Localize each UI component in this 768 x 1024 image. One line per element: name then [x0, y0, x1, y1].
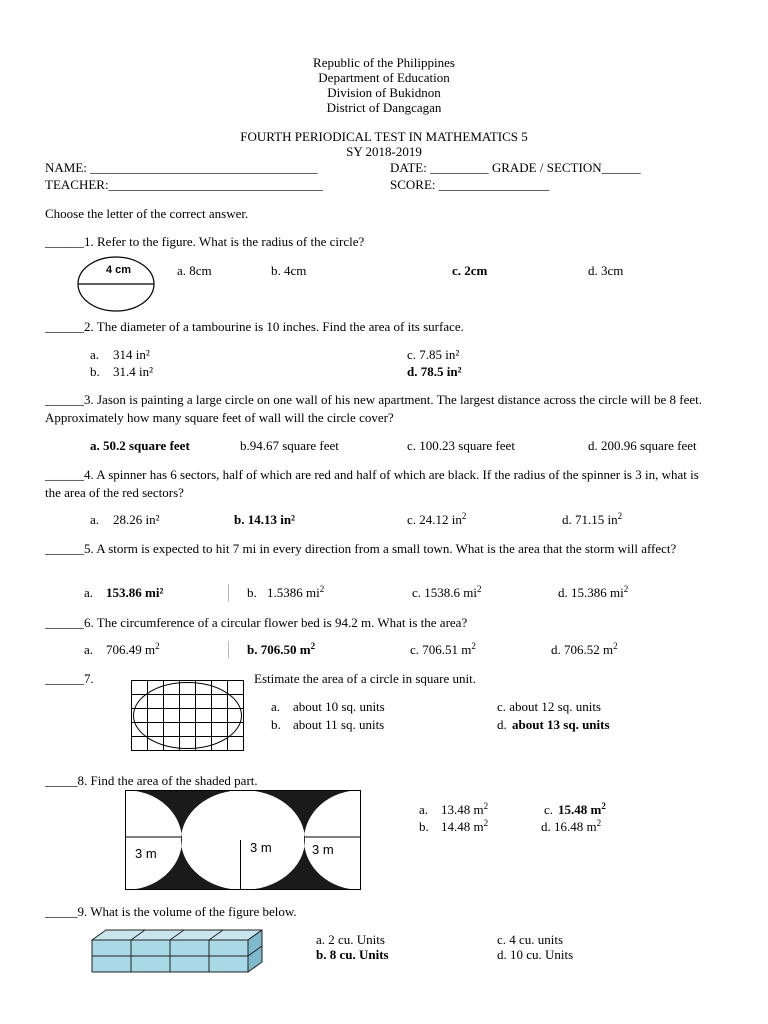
test-title: FOURTH PERIODICAL TEST IN MATHEMATICS 5 — [240, 129, 528, 144]
q5-option-d[interactable]: d. 15.386 $mi^2$ — [558, 584, 629, 600]
score-field[interactable]: SCORE: _________________ — [390, 177, 550, 192]
q4-option-c-exponent: 2 — [461, 511, 467, 521]
q5-option-a[interactable]: 153.86 mi² — [106, 585, 164, 600]
q5-option-b-exponent: 2 — [319, 584, 325, 594]
q9-option-a[interactable]: a. 2 cu. Units — [316, 932, 385, 947]
q8-option-a-exponent: 2 — [483, 801, 489, 811]
question-1-text: ______1. Refer to the figure. What is the radius of the circle? — [45, 234, 365, 249]
q7-option-b[interactable]: about 11 sq. units — [293, 717, 385, 732]
q7-option-a[interactable]: about 10 sq. units — [293, 699, 385, 714]
q3-option-b[interactable]: b.94.67 square feet — [240, 438, 339, 453]
q2-option-a[interactable]: 314 in² — [113, 347, 150, 362]
q8-label-center: 3 m — [250, 840, 272, 855]
q2-option-b-letter: b. — [90, 364, 100, 379]
q7-option-a-letter: a. — [271, 699, 281, 714]
question-2-text: ______2. The diameter of a tambourine is 10 inches. Find the area of its surface. — [45, 319, 464, 334]
q6-option-c-exponent: 2 — [471, 641, 476, 651]
header-division: Division of Bukidnon — [327, 85, 441, 100]
instructions: Choose the letter of the correct answer. — [45, 206, 249, 221]
q4-option-b[interactable]: b. 14.13 in² — [234, 512, 295, 527]
q8-option-b-letter: b. — [419, 819, 429, 834]
q7-option-c[interactable]: c. about 12 sq. units — [497, 699, 601, 714]
q6-option-a-exponent: 2 — [155, 641, 160, 651]
q1-option-c[interactable]: c. 2cm — [452, 263, 488, 278]
q8-option-c-letter: c. — [544, 802, 554, 817]
q4-option-c[interactable]: c. 24.12 $in^2$ — [407, 511, 467, 527]
q7-option-d[interactable]: about 13 sq. units — [512, 717, 610, 732]
q8-option-c[interactable]: 15.48 $m^2$ — [558, 801, 606, 817]
q3-option-d[interactable]: d. 200.96 square feet — [588, 438, 697, 453]
question-7-text: Estimate the area of a circle in square unit. — [254, 671, 476, 686]
q7-option-b-letter: b. — [271, 717, 281, 732]
q6-option-c[interactable]: c. 706.51 $m^2$ — [410, 641, 476, 657]
q6-option-b-exponent: 2 — [310, 641, 316, 651]
q3-option-a[interactable]: a. 50.2 square feet — [90, 438, 190, 453]
q5-divider — [228, 584, 229, 602]
q5-option-b[interactable]: 1.5386 $mi^2$ — [267, 584, 325, 600]
q1-option-a[interactable]: a. 8cm — [177, 263, 212, 278]
q2-option-c[interactable]: c. 7.85 in² — [407, 347, 460, 362]
q8-option-d[interactable]: d. 16.48 $m^2$ — [541, 818, 602, 834]
q8-option-a[interactable]: 13.48 $m^2$ — [441, 801, 489, 817]
q5-option-b-letter: b. — [247, 585, 257, 600]
q8-label-right: 3 m — [312, 842, 334, 857]
q9-option-c[interactable]: c. 4 cu. units — [497, 932, 564, 947]
q1-option-d[interactable]: d. 3cm — [588, 263, 624, 278]
q2-option-a-letter: a. — [90, 347, 100, 362]
q1-figure-label: 4 cm — [106, 264, 132, 276]
q8-option-d-exponent: 2 — [596, 818, 602, 828]
q4-option-d-exponent: 2 — [617, 511, 623, 521]
q1-option-b[interactable]: b. 4cm — [271, 263, 307, 278]
q6-option-d[interactable]: d. 706.52 $m^2$ — [551, 641, 618, 657]
q8-option-a-letter: a. — [419, 802, 429, 817]
q4-option-a[interactable]: 28.26 in² — [113, 512, 160, 527]
question-9-text: _____9. What is the volume of the figure below. — [45, 904, 297, 919]
header-department: Department of Education — [318, 70, 450, 85]
q7-grid-figure — [131, 680, 244, 751]
q6-divider — [228, 641, 229, 659]
q2-option-b[interactable]: 31.4 in² — [113, 364, 154, 379]
q5-option-a-letter: a. — [84, 585, 94, 600]
question-3-text: ______3. Jason is painting a large circle on one wall of his new apartment. The largest distance across the circle will be 8 feet. Approximately how many square feet of wall will the circle cover? — [45, 392, 703, 425]
school-year: SY 2018-2019 — [346, 144, 422, 159]
q6-option-a-letter: a. — [84, 642, 94, 657]
header-republic: Republic of the Philippines — [313, 55, 455, 70]
q3-option-c[interactable]: c. 100.23 square feet — [407, 438, 515, 453]
q9-option-d[interactable]: d. 10 cu. Units — [497, 947, 574, 962]
teacher-field[interactable]: TEACHER:_________________________________ — [45, 177, 324, 192]
q6-option-b[interactable]: b. 706.50 $m^2$ — [247, 641, 316, 657]
q6-option-d-exponent: 2 — [613, 641, 618, 651]
q5-option-d-exponent: 2 — [623, 584, 629, 594]
q9-cube-figure — [92, 930, 264, 974]
q4-option-d[interactable]: d. 71.15 $in^2$ — [562, 511, 623, 527]
q2-option-d[interactable]: d. 78.5 in² — [407, 364, 462, 379]
q4-option-a-letter: a. — [90, 512, 100, 527]
header-district: District of Dangcagan — [326, 100, 442, 115]
q8-label-left: 3 m — [135, 846, 157, 861]
question-6-text: ______6. The circumference of a circular flower bed is 94.2 m. What is the area? — [45, 615, 468, 630]
q8-option-b-exponent: 2 — [483, 818, 489, 828]
q7-option-d-letter: d. — [497, 717, 507, 732]
q8-option-c-exponent: 2 — [601, 801, 606, 811]
name-field[interactable]: NAME: ___________________________________ — [45, 160, 318, 175]
q9-option-b[interactable]: b. 8 cu. Units — [316, 947, 389, 962]
q8-shaded-figure — [125, 790, 361, 890]
question-4-text: ______4. A spinner has 6 sectors, half of which are red and half of which are black. If the radius of the spinner is 3 in, what is the area of the red sectors? — [45, 467, 699, 500]
date-grade-field[interactable]: DATE: _________ GRADE / SECTION______ — [390, 160, 641, 175]
question-8-text: _____8. Find the area of the shaded part. — [45, 773, 258, 788]
question-7-number: ______7. — [45, 671, 94, 686]
q5-option-c-exponent: 2 — [477, 584, 482, 594]
q6-option-a[interactable]: 706.49 $m^2$ — [106, 641, 160, 657]
q5-option-c[interactable]: c. 1538.6 $mi^2$ — [412, 584, 482, 600]
question-5-text: ______5. A storm is expected to hit 7 mi in every direction from a small town. What is the area that the storm will affect? — [45, 541, 677, 556]
q8-option-b[interactable]: 14.48 $m^2$ — [441, 818, 489, 834]
